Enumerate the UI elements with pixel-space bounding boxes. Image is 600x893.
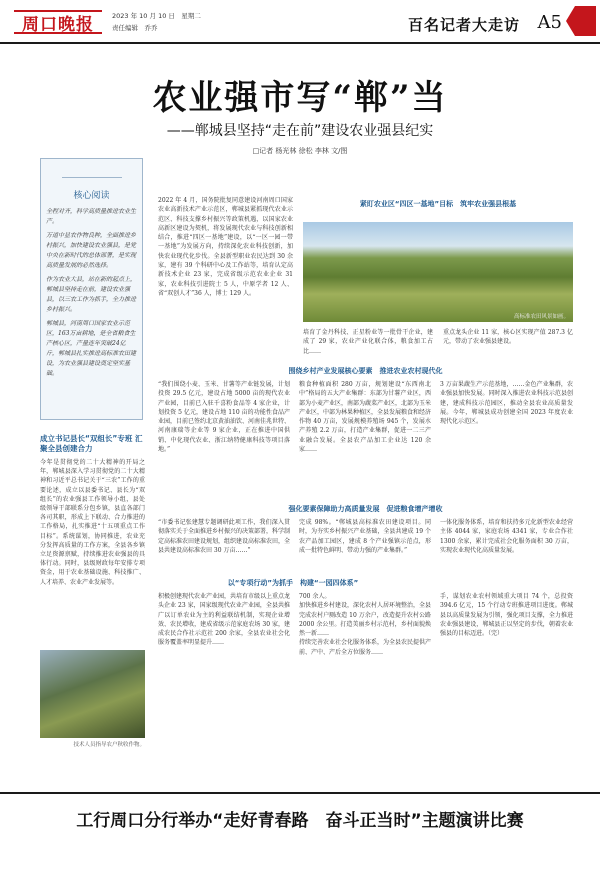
article-byline: □记者 杨光林 徐松 李林 文/图 — [252, 147, 348, 155]
core-reading-title: 核心阅读 — [46, 177, 137, 201]
page-tab-icon — [566, 6, 596, 36]
editor-line: 责任编辑 乔乔 — [112, 24, 158, 32]
page-number: A5 — [537, 12, 562, 33]
subhead-1: 紧盯农业区“四区一基地”目标 筑牢农业强县根基 — [359, 200, 517, 208]
sidebar-photo-caption: 技术人员指导农户秋收作物。 — [73, 742, 145, 748]
text-column: 完成 98%。“郸城县高标准农田建设项目。同时，为夯实乡村振兴产业基础，全县共建成 19 个农产品加工园区，建成 8 个产业强镇示范点，形成一批特色鲜明、带动力强的产业集群。” — [299, 519, 431, 554]
article-headline: 农业强市写“郸”当 — [152, 78, 448, 118]
core-reading-box — [40, 158, 143, 420]
section-title: 百名记者大走访 — [407, 16, 520, 34]
text-column: “市委书记张建慧专题调研此项工作，我们深入贯彻落实关于全面推进乡村振兴的决策部署，科学制定高标准农田建设规划，组织建设高标准农田，全县共建设高标准农田 30 万亩……” — [158, 519, 290, 554]
text-column: 一体化服务体系，培育和扶持多元化新型农业经营主体 4044 家，家庭农场 4341 家，专业合作社 1300 余家，累计完成社会化服务面积 30 万亩，实现农业现代化高质量发展。 — [440, 519, 573, 554]
farmland-photo — [303, 222, 573, 322]
sidebar-photo — [40, 650, 145, 738]
text-column: “我们围绕小麦、玉米、甘薯等产业链发展，计划投资 29.5 亿元，建设占地 5000 亩的现代农业产业园，目前已入驻千喜粉食品等 4 家企业，计划投资 5 亿元，建设占地 110 亩的功能性食品产业园，目前已签约北京黄油油饮、河南佳兆世特、河南康瑞等企业等 9 家企业，正在推进中国供销、中化现代农业、浙江纳特健康科技等项目落地。” — [158, 381, 290, 454]
bottom-headline: 工行周口分行举办“走好青春路 奋斗正当时”主题演讲比赛 — [76, 811, 524, 831]
bottom-rule — [0, 792, 600, 794]
newspaper-logo: 周口晚报 — [14, 10, 102, 34]
core-paragraph: 作为农业大县，站在新的起点上，郸城县坚持走在前，建设农业强县，以三农工作为抓手，全力推进乡村振兴。 — [46, 276, 137, 313]
subhead-4: 以“专项行动”为抓手 构建“一园四体系” — [227, 579, 359, 587]
text-column: 培育了金丹科技、正星粉业等一批骨干企业，建成了 29 家，农业产业化联合体，粮食加工占比…… — [303, 329, 433, 355]
sidebar-headline: 成立书记县长“双组长”专班 汇聚全县创建合力 — [40, 434, 143, 453]
text-column: 手，谋划农业农村领域重大项目 74 个，总投资 394.6 亿元，15 个行动专班推进项目进度。郸城县以高质量发展为引领，强化项目支撑，全力推进农业强县建设，郸城县正以坚定的步伐，朝着农业强县的目标迈进。（完） — [440, 593, 573, 638]
issue-date: 2023 年 10 月 10 日 星期二 — [112, 12, 201, 20]
text-column: 2022 年 4 月，国务院批复同意建设河南周口国家农业高新技术产业示范区，郸城县紧抓现代农业示范区、科技支撑乡村振兴等政策机遇，以国家农业高新区建设为契机，将发展现代农业与科技创新相结合，推进“四区一基地”建设，以“一区一园一带一基地”为发展方向，持续深化农业科技创新，加快农业现代化步伐。全县新型职业农民达到 30 余家，建有 39 个科研中心及工作站等，培育认定高新技术企业 23 家，完成省级示范农业企业 31 家，农业科技引进院士 5 人，中原学者 12 人、省“双创人才”36 人，博士 129 人。 — [158, 197, 293, 297]
article-subhead: ——郸城县坚持“走在前”建设农业强县纪实 — [166, 123, 434, 139]
text-column: 积极创建现代农业产业园，共培育市级以上重点龙头企业 23 家，国家级现代农业产业园，全县共推广以订单农业为主的利益联结机制，实现企业增效、农民增收，建成省级示范家庭农场 30 家，建成农民合作社示范社 200 余家，全县农业社会化服务覆盖率明显提升…… — [158, 593, 290, 647]
core-paragraph: 郸城县，河南周口国家农业示范区，163万亩耕地，是全省粮食生产核心区，产量连年突破24亿斤，郸城县扎实推进高标准农田建设，为农业强县建设奠定坚实基础。 — [46, 320, 137, 377]
text-column: 3 万亩果蔬生产示范基地，……金色产业集群，农业强县加快发展。同时深入推进农业科技示范县创建，建成科技示范园区，推动全县农业高质量发展。今年，郸城县成功创建全国 2023 年度农业现代化示范区。 — [440, 381, 573, 426]
farmland-photo-caption: 高标准农田风景如画。 — [513, 314, 569, 320]
subhead-2: 围绕乡村产业发展核心要素 推进农业农村现代化 — [288, 367, 443, 375]
sidebar-text: 今年是贯彻党的二十大精神的开局之年，郸城县深入学习贯彻党的二十大精神和习近平总书记关于“三农”工作的重要论述，成立以县委书记、县长为“双组长”的农业强县工作领导小组，县处级领导干部联系分包乡镇，县直各部门各司其职，形成上下联动、合力推进的工作格局，扎实推进“十五项重点工作目标”。系统谋划，协同推进，农业充分发挥高质量的工作方案，全县各乡镇立足资源禀赋，持续推进农业强县的具体行动。同时，县级财政每年安排专项资金，用于农业基础设施、科技推广、人才培养、农业产业发展等。 — [40, 459, 145, 586]
core-paragraph: 全程对齐，科学高质量推进农业生产。 — [46, 208, 137, 225]
masthead — [0, 0, 600, 60]
masthead-rule — [0, 42, 600, 44]
text-column: 重点龙头企业 11 家，核心区实现产值 287.3 亿元，带动了农业强县建设。 — [443, 329, 573, 346]
text-column: 粮食种植面积 280 万亩，规划建设“东西南北中”格局的五大产业集群：东部为甘薯产业区，西部为小麦产业区，南部为蔬菜产业区，北部为玉米产业区，中部为林果种植区，全县发展粮食和经济作物 40 万亩，发展规模养殖场 945 个，发展水产养殖 2.2 万亩，打造产业集群，促进一二三产业融合发展。全县农产品加工企业达 120 余家…… — [299, 381, 431, 454]
text-column: 700 余人。 加快推进乡村建设，深化农村人居环境整治，全县完成农村户厕改造 10 万余户，改造提升农村公路 2000 余公里。打造美丽乡村示范村，乡村面貌焕然一新…… 持续完善农业社会化服务体系，为全县农民提供产前、产中、产后全方位服务…… — [299, 593, 431, 656]
core-paragraph: 万道中显农作物良种，全面推进乡村振兴，加快建设农业强县，是党中央在新时代的总体部署，是实现高质量发展的必然选择。 — [46, 232, 137, 269]
subhead-3: 强化要素保障助力高质量发展 促进粮食增产增收 — [288, 505, 443, 513]
